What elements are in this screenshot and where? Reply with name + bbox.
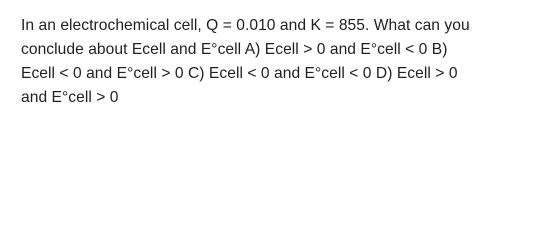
question-line-3: Ecell < 0 and E°cell > 0 C) Ecell < 0 and E°cell < 0 D) Ecell > 0 [21, 65, 458, 82]
question-text [21, 14, 551, 110]
question-line-4: and E°cell > 0 [21, 89, 119, 106]
question-line-1: In an electrochemical cell, Q = 0.010 and K = 855. What can you [21, 17, 470, 34]
question-line-2: conclude about Ecell and E°cell A) Ecell > 0 and E°cell < 0 B) [21, 41, 448, 58]
